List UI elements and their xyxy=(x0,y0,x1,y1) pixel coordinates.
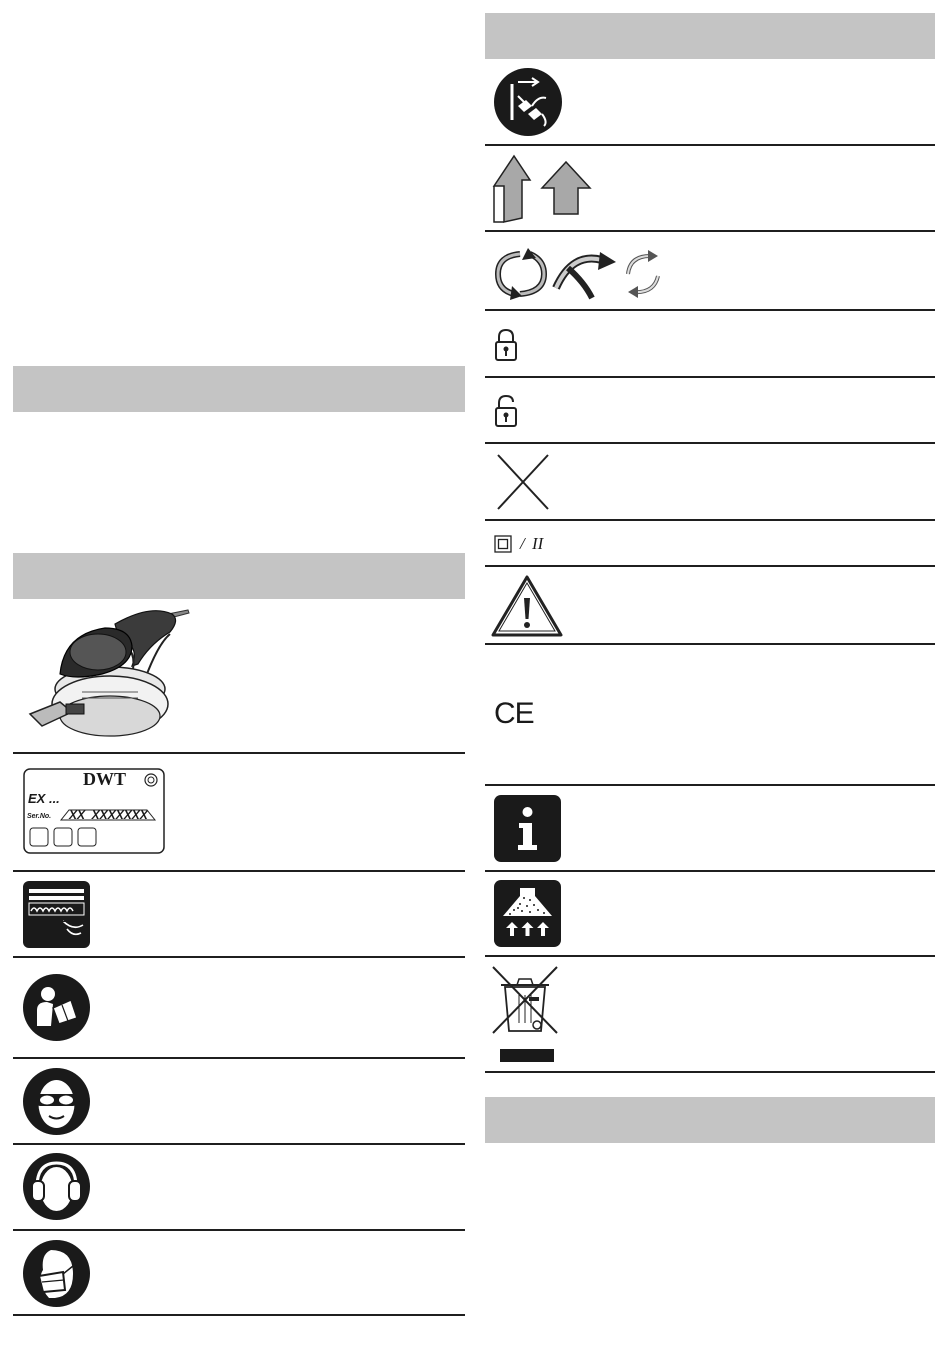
divider xyxy=(13,956,465,958)
divider xyxy=(13,870,465,872)
rotation-icons xyxy=(492,246,676,302)
right-section-header-2 xyxy=(485,1097,935,1143)
ear-protection-icon xyxy=(23,1153,90,1220)
lock-closed-icon xyxy=(494,328,518,362)
rating-plate-model: EX ... xyxy=(28,791,60,806)
divider xyxy=(485,643,935,645)
divider xyxy=(485,519,935,521)
divider xyxy=(485,309,935,311)
rating-plate-serial-value: XX XXXXXXX xyxy=(69,808,148,822)
protection-class-mark: II xyxy=(532,534,544,553)
sander-image xyxy=(20,604,200,744)
warning-icon xyxy=(491,574,563,638)
divider xyxy=(13,752,465,754)
read-manual-icon xyxy=(23,974,90,1041)
divider xyxy=(13,1057,465,1059)
divider xyxy=(485,230,935,232)
protection-class-separator: / xyxy=(520,534,525,553)
divider xyxy=(13,1229,465,1231)
left-section-header-2 xyxy=(13,553,465,599)
info-icon xyxy=(494,795,561,862)
weee-bin-icon xyxy=(489,963,561,1065)
divider xyxy=(485,376,935,378)
lock-open-icon xyxy=(494,394,518,428)
right-section-header-1 xyxy=(485,13,935,59)
eye-protection-icon xyxy=(23,1068,90,1135)
rating-plate-serial-label: Ser.No. xyxy=(27,813,52,820)
rating-plate-icon xyxy=(23,768,165,854)
unplug-icon xyxy=(494,68,562,136)
divider xyxy=(485,784,935,786)
surface-grinding-icon xyxy=(23,881,90,948)
divider xyxy=(485,144,935,146)
divider xyxy=(485,1071,935,1073)
divider xyxy=(13,1143,465,1145)
left-section-header-1 xyxy=(13,366,465,412)
dust-extraction-icon xyxy=(494,880,561,947)
divider xyxy=(485,955,935,957)
protection-class-icon xyxy=(494,535,512,553)
divider xyxy=(485,870,935,872)
divider xyxy=(13,1314,465,1316)
rating-plate-brand: DWT xyxy=(83,769,127,789)
dust-mask-icon xyxy=(23,1240,90,1307)
ce-mark: CE xyxy=(494,697,534,730)
divider xyxy=(485,565,935,567)
divider xyxy=(485,442,935,444)
cross-icon xyxy=(494,451,552,513)
arrows-icon xyxy=(490,152,594,224)
